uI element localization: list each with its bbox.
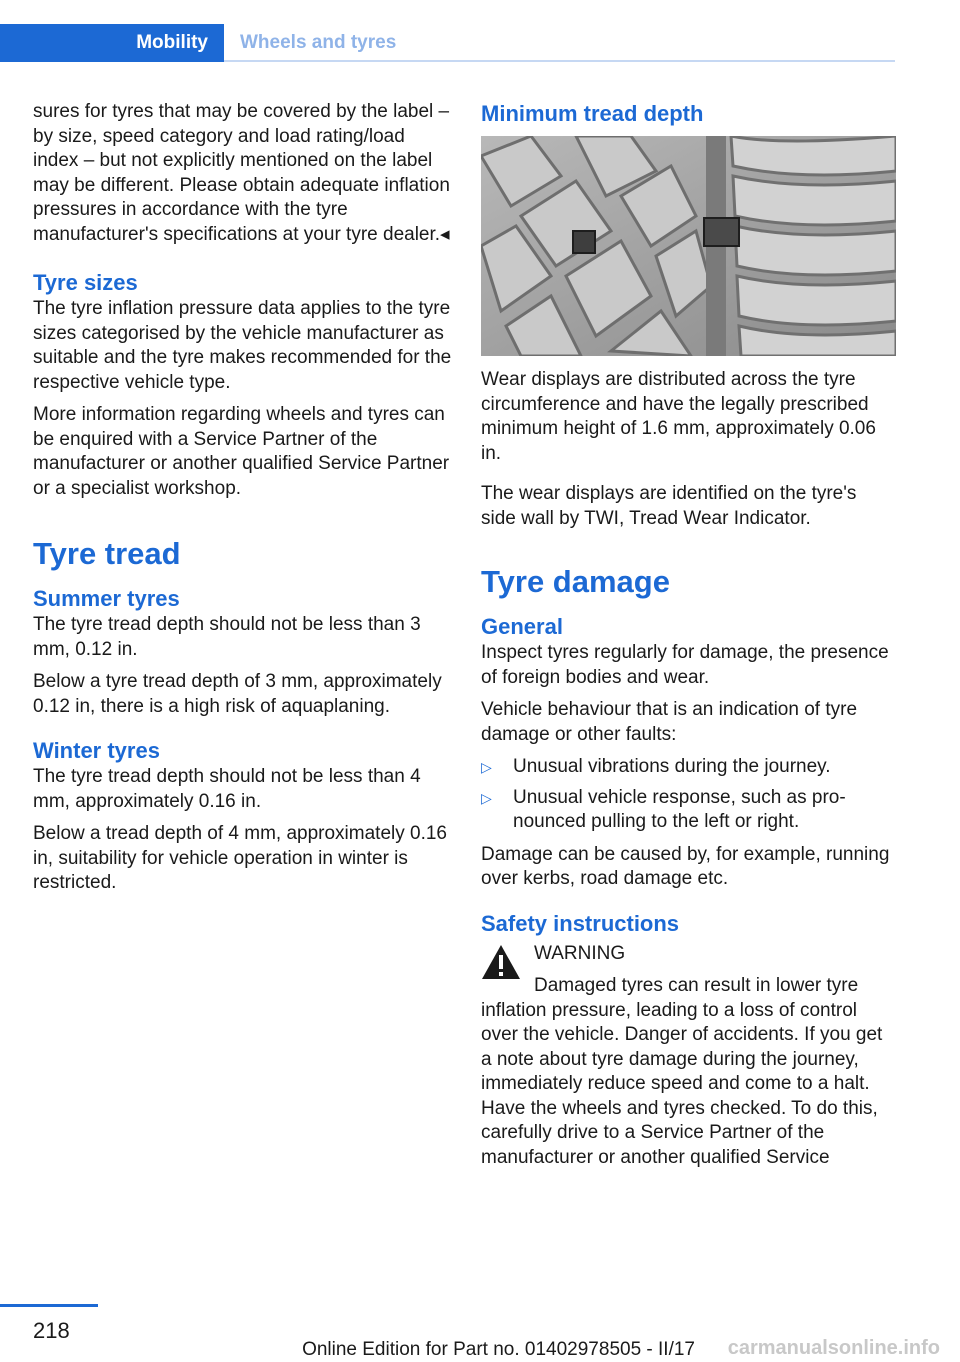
heading-safety-instructions: Safety instructions [481,910,680,936]
heading-winter-tyres: Winter tyres [33,738,160,763]
intro-paragraph: sures for tyres that may be covered by the label – by size, speed category and load rating/load index – but not explicitly mentioned on the label may be different. Please obtain adequate inflation pressures in accordance with the tyre manufacturer's specifications at your tyre dealer.◂ [33,101,450,245]
tyre-sizes-paragraph-2: More information regarding wheels and tyres can be enquired with a Service Partner of the manufacturer or another qualified Service Partner or a specialist workshop. [33,404,450,499]
warning-triangle-icon [481,944,521,980]
heading-minimum-tread-depth: Minimum tread depth [481,101,704,126]
watermark: carmanualsonline.info [727,1337,940,1359]
list-item [481,786,896,835]
header-tabs [0,24,895,62]
general-paragraph-1: Inspect tyres regularly for damage, the presence of foreign bodies and wear. [481,642,889,688]
heading-tyre-damage: Tyre damage [481,564,670,599]
min-tread-paragraph-2: The wear displays are identified on the tyre's side wall by TWI, Tread Wear Indicator. [481,483,857,529]
triangle-bullet-icon: ▷ [481,789,492,806]
heading-summer-tyres: Summer tyres [33,586,180,611]
fault-indicator-list [481,755,896,835]
tab-wheels-and-tyres[interactable]: Wheels and tyres [240,32,397,53]
summer-paragraph-1: The tyre tread depth should not be less than 3 mm, 0.12 in. [33,614,421,660]
edition-note: Online Edition for Part no. 01402978505 - II/17 [302,1339,695,1360]
heading-tyre-tread: Tyre tread [33,536,181,571]
triangle-bullet-icon: ▷ [481,759,492,775]
tread-wear-indicator-image [481,136,896,356]
warning-label: WARNING [534,942,626,964]
heading-general: General [481,614,563,639]
general-paragraph-2: Vehicle behaviour that is an indication of tyre damage or other faults: [481,699,858,745]
footer-rule [0,1304,98,1307]
heading-tyre-sizes: Tyre sizes [33,270,138,295]
warning-text: Damaged tyres can result in lower tyre inflation pressure, leading to a loss of control over the vehicle. Danger of accidents. If you get a note about tyre damage during the journey, immediately reduce speed and come to a halt. Have the wheels and tyres checked. To do this, carefully drive to a Service Partner of the manufacturer or another qualified Service [481,975,883,1168]
winter-paragraph-1: The tyre tread depth should not be less than 4 mm, approximately 0.16 in. [33,766,421,812]
tab-mobility[interactable]: Mobility [0,24,224,62]
list-item-text: Unusual vehicle response, such as pronounced pulling to the left or right. [513,786,846,832]
min-tread-paragraph-1: Wear displays are distributed across the tyre circumference and have the legally prescribed minimum height of 1.6 mm, approximately 0.06 in. [481,369,876,464]
page-number: 218 [33,1318,70,1343]
right-column [481,100,896,1178]
wear-indicator-right [704,218,739,246]
tyre-sizes-paragraph-1: The tyre inflation pressure data applies to the tyre sizes categorised by the vehicle manufacturer as suitable and the tyre makes recommended for the respective vehicle type. [33,298,452,393]
general-paragraph-3: Damage can be caused by, for example, running over kerbs, road damage etc. [481,843,890,889]
tyre-tread-illustration [481,136,896,356]
header-divider [224,60,895,62]
wear-indicator-left [573,231,595,253]
list-item [481,755,896,780]
warning-block [481,942,896,1171]
winter-paragraph-2: Below a tread depth of 4 mm, approximately 0.16 in, suitability for vehicle operation in winter is restricted. [33,823,448,893]
summer-paragraph-2: Below a tyre tread depth of 3 mm, approximately 0.12 in, there is a high risk of aquaplaning. [33,671,442,717]
list-item-text: Unusual vibrations during the journey. [513,756,831,777]
left-column [33,100,453,904]
